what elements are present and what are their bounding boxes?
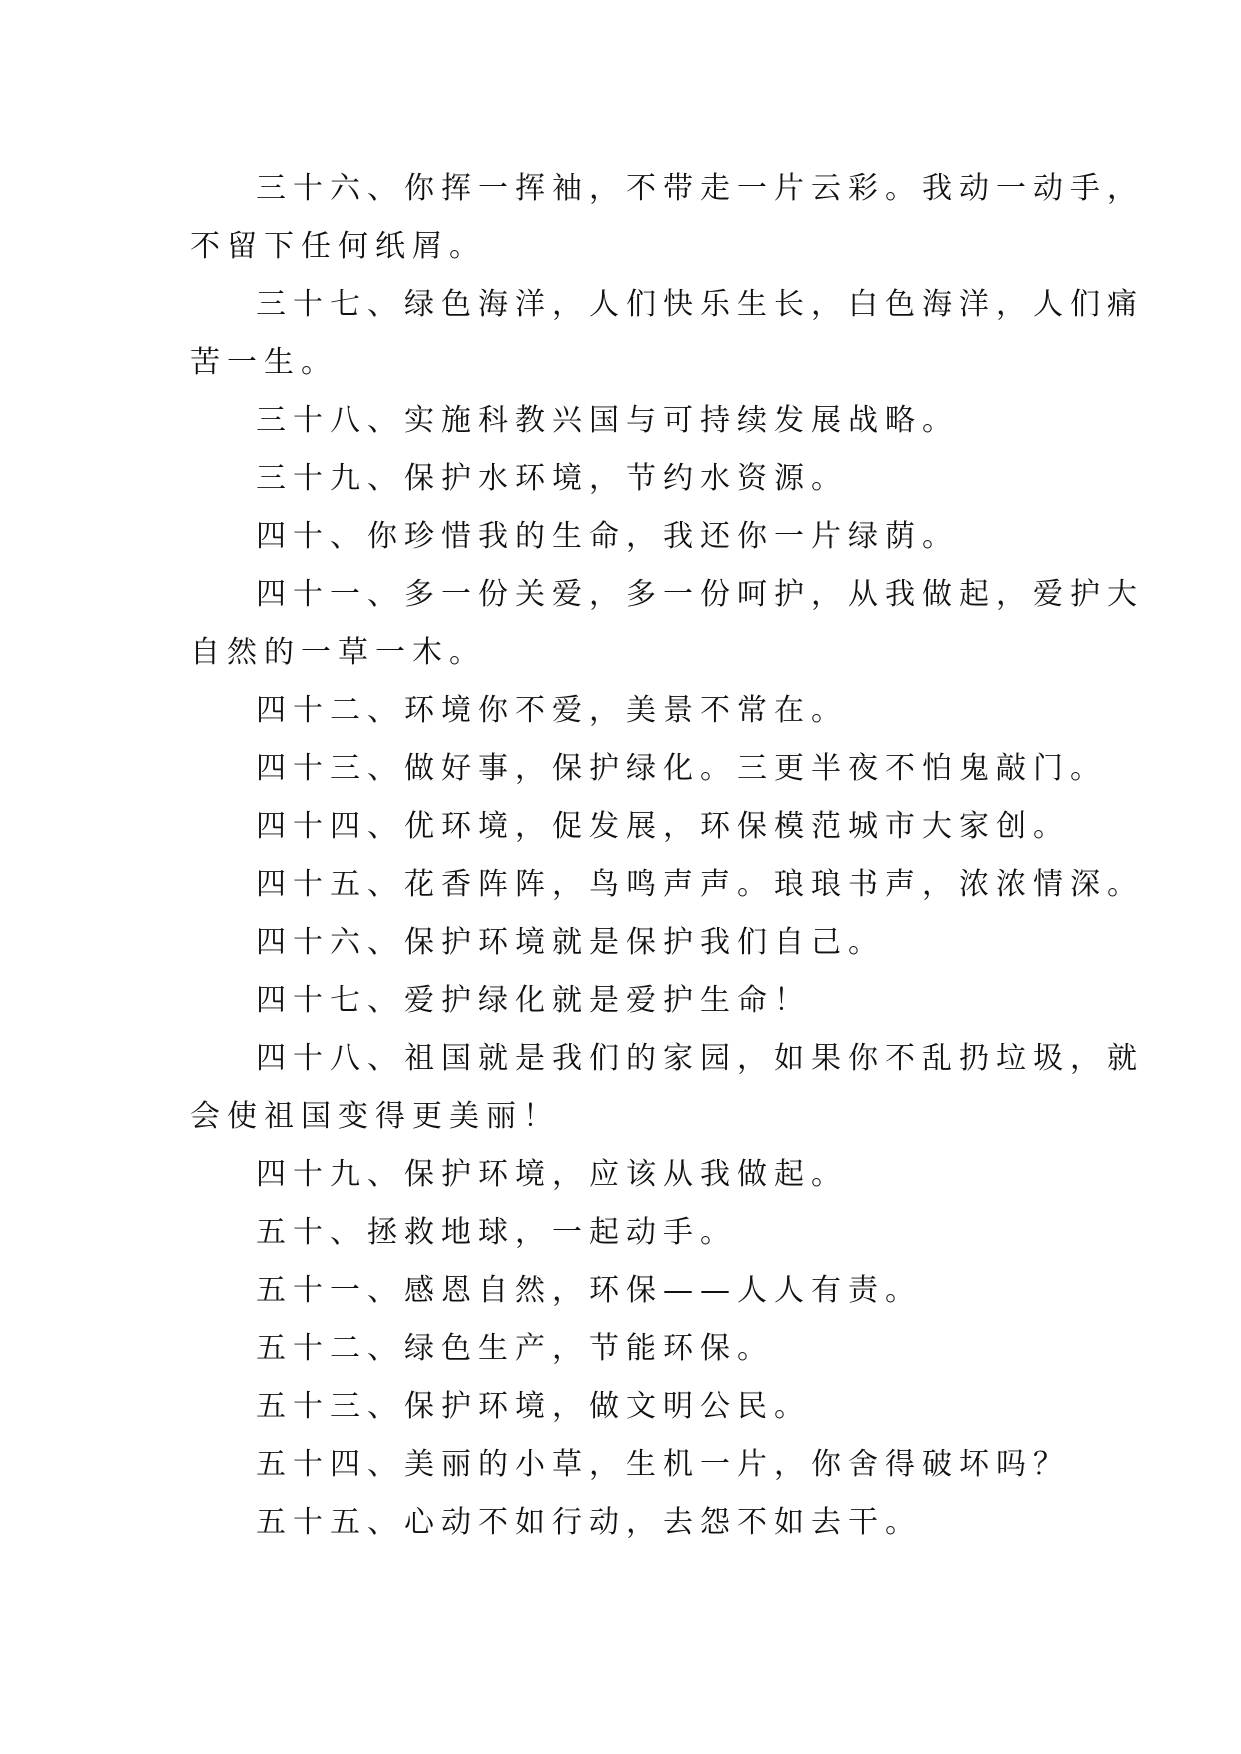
paragraph-line: 四十七、爱护绿化就是爱护生命！: [256, 983, 811, 1018]
paragraph-line: 五十二、绿色生产，节能环保。: [256, 1331, 774, 1366]
paragraph-47: [190, 972, 1090, 1030]
document-body: [190, 160, 1144, 1552]
paragraph-49: [190, 1146, 1090, 1204]
paragraph-50: [190, 1204, 1090, 1262]
paragraph-line: 四十三、做好事，保护绿化。三更半夜不怕鬼敲门。: [256, 751, 1107, 786]
paragraph-line: 五十三、保护环境，做文明公民。: [256, 1389, 811, 1424]
paragraph-54: [190, 1436, 1090, 1494]
paragraph-line: 三十八、实施科教兴国与可持续发展战略。: [256, 403, 959, 438]
paragraph-line: 不留下任何纸屑。: [190, 229, 486, 264]
paragraph-44: [190, 798, 1090, 856]
paragraph-41: [190, 566, 1144, 682]
paragraph-line: 五十五、心动不如行动，去怨不如去干。: [256, 1505, 922, 1540]
paragraph-line: 五十四、美丽的小草，生机一片，你舍得破坏吗？: [256, 1447, 1070, 1482]
paragraph-52: [190, 1320, 1090, 1378]
paragraph-line: 四十、你珍惜我的生命，我还你一片绿荫。: [256, 519, 959, 554]
paragraph-36: [190, 160, 1144, 276]
paragraph-line: 四十五、花香阵阵，鸟鸣声声。琅琅书声，浓浓情深。: [256, 867, 1144, 902]
paragraph-45: [190, 856, 1144, 914]
paragraph-line: 三十六、你挥一挥袖，不带走一片云彩。我动一动手，: [256, 171, 1144, 206]
paragraph-43: [190, 740, 1107, 798]
paragraph-line: 四十一、多一份关爱，多一份呵护，从我做起，爱护大: [256, 577, 1144, 612]
paragraph-line: 会使祖国变得更美丽！: [190, 1099, 560, 1134]
paragraph-line: 自然的一草一木。: [190, 635, 486, 670]
paragraph-line: 四十八、祖国就是我们的家园，如果你不乱扔垃圾，就: [256, 1041, 1144, 1076]
paragraph-38: [190, 392, 1090, 450]
paragraph-46: [190, 914, 1090, 972]
paragraph-42: [190, 682, 1090, 740]
paragraph-line: 五十、拯救地球，一起动手。: [256, 1215, 737, 1250]
paragraph-51: [190, 1262, 1090, 1320]
paragraph-line: 三十七、绿色海洋，人们快乐生长，白色海洋，人们痛: [256, 287, 1144, 322]
paragraph-line: 苦一生。: [190, 345, 338, 380]
paragraph-line: 四十九、保护环境，应该从我做起。: [256, 1157, 848, 1192]
paragraph-53: [190, 1378, 1090, 1436]
paragraph-line: 五十一、感恩自然，环保——人人有责。: [256, 1273, 922, 1308]
paragraph-line: 四十六、保护环境就是保护我们自己。: [256, 925, 885, 960]
paragraph-line: 四十四、优环境，促发展，环保模范城市大家创。: [256, 809, 1070, 844]
paragraph-37: [190, 276, 1144, 392]
paragraph-55: [190, 1494, 1090, 1552]
paragraph-39: [190, 450, 1090, 508]
paragraph-48: [190, 1030, 1144, 1146]
paragraph-line: 四十二、环境你不爱，美景不常在。: [256, 693, 848, 728]
paragraph-40: [190, 508, 1090, 566]
paragraph-line: 三十九、保护水环境，节约水资源。: [256, 461, 848, 496]
